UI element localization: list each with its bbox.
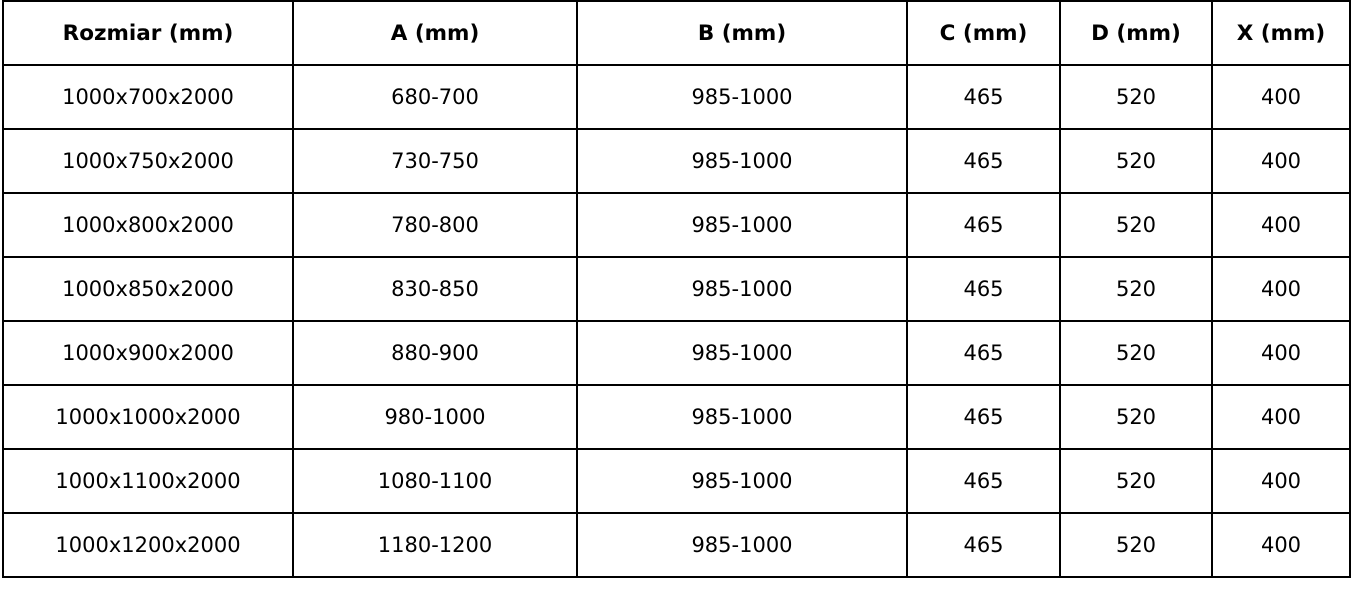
cell-b: 985-1000 — [577, 129, 907, 193]
cell-rozmiar: 1000x900x2000 — [3, 321, 293, 385]
cell-rozmiar: 1000x850x2000 — [3, 257, 293, 321]
table-header — [3, 1, 1350, 65]
cell-d: 520 — [1060, 321, 1212, 385]
column-header-a: A (mm) — [293, 1, 577, 65]
column-header-d: D (mm) — [1060, 1, 1212, 65]
cell-c: 465 — [907, 449, 1060, 513]
dimensions-table — [2, 0, 1351, 578]
cell-a: 880-900 — [293, 321, 577, 385]
cell-c: 465 — [907, 257, 1060, 321]
cell-b: 985-1000 — [577, 513, 907, 577]
cell-c: 465 — [907, 65, 1060, 129]
cell-a: 980-1000 — [293, 385, 577, 449]
table-row — [3, 257, 1350, 321]
table-row — [3, 385, 1350, 449]
cell-a: 1180-1200 — [293, 513, 577, 577]
column-header-rozmiar: Rozmiar (mm) — [3, 1, 293, 65]
cell-d: 520 — [1060, 449, 1212, 513]
cell-c: 465 — [907, 193, 1060, 257]
cell-d: 520 — [1060, 129, 1212, 193]
table-body — [3, 65, 1350, 577]
table-row — [3, 193, 1350, 257]
table-row — [3, 129, 1350, 193]
table-row — [3, 65, 1350, 129]
cell-d: 520 — [1060, 65, 1212, 129]
cell-x: 400 — [1212, 129, 1350, 193]
cell-x: 400 — [1212, 321, 1350, 385]
cell-x: 400 — [1212, 257, 1350, 321]
cell-x: 400 — [1212, 65, 1350, 129]
cell-d: 520 — [1060, 513, 1212, 577]
table-row — [3, 449, 1350, 513]
cell-rozmiar: 1000x800x2000 — [3, 193, 293, 257]
cell-rozmiar: 1000x1200x2000 — [3, 513, 293, 577]
cell-x: 400 — [1212, 193, 1350, 257]
cell-a: 680-700 — [293, 65, 577, 129]
cell-a: 1080-1100 — [293, 449, 577, 513]
cell-rozmiar: 1000x700x2000 — [3, 65, 293, 129]
cell-x: 400 — [1212, 449, 1350, 513]
cell-x: 400 — [1212, 513, 1350, 577]
column-header-x: X (mm) — [1212, 1, 1350, 65]
cell-rozmiar: 1000x1000x2000 — [3, 385, 293, 449]
cell-c: 465 — [907, 385, 1060, 449]
cell-rozmiar: 1000x750x2000 — [3, 129, 293, 193]
cell-c: 465 — [907, 321, 1060, 385]
cell-b: 985-1000 — [577, 449, 907, 513]
column-header-b: B (mm) — [577, 1, 907, 65]
cell-x: 400 — [1212, 385, 1350, 449]
cell-c: 465 — [907, 129, 1060, 193]
cell-b: 985-1000 — [577, 257, 907, 321]
cell-b: 985-1000 — [577, 321, 907, 385]
cell-c: 465 — [907, 513, 1060, 577]
cell-a: 780-800 — [293, 193, 577, 257]
cell-a: 730-750 — [293, 129, 577, 193]
cell-rozmiar: 1000x1100x2000 — [3, 449, 293, 513]
table-row — [3, 513, 1350, 577]
table-header-row — [3, 1, 1350, 65]
column-header-c: C (mm) — [907, 1, 1060, 65]
cell-b: 985-1000 — [577, 65, 907, 129]
cell-a: 830-850 — [293, 257, 577, 321]
cell-d: 520 — [1060, 257, 1212, 321]
table-row — [3, 321, 1350, 385]
cell-b: 985-1000 — [577, 193, 907, 257]
cell-d: 520 — [1060, 385, 1212, 449]
cell-d: 520 — [1060, 193, 1212, 257]
cell-b: 985-1000 — [577, 385, 907, 449]
